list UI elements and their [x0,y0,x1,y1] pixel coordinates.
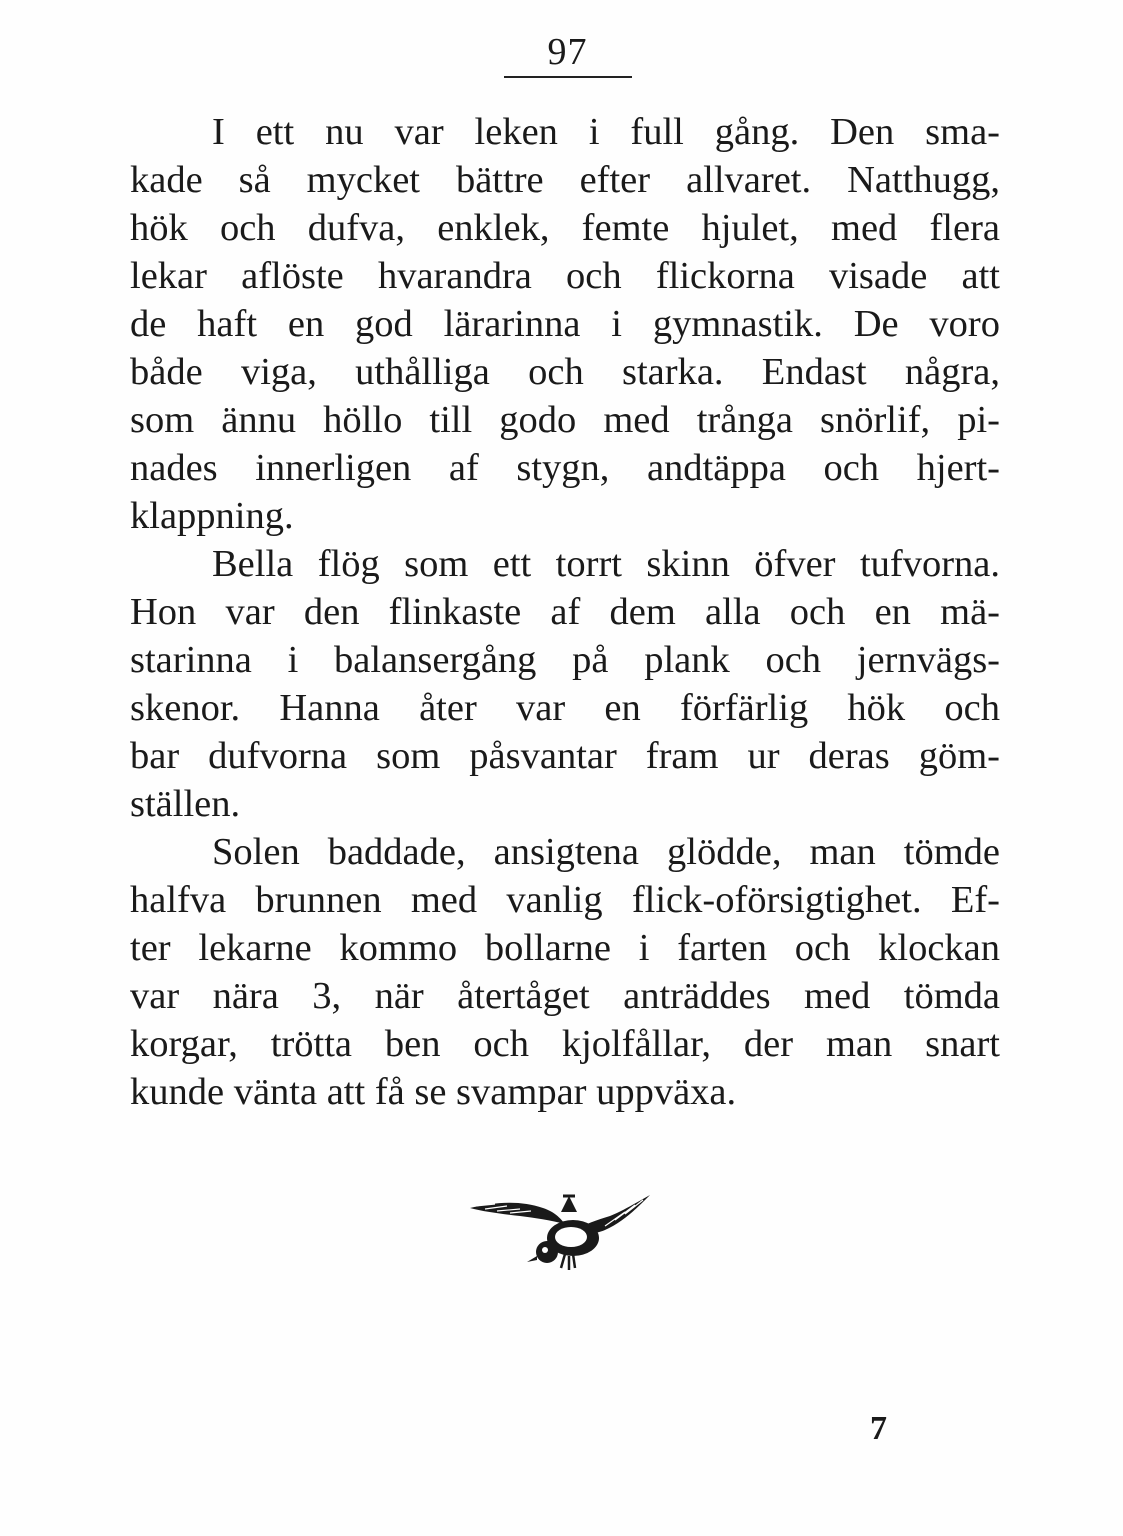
text-line: Bella flög som ett torrt skinn öfver tufvorna. [212,543,1000,585]
text-line: hök och dufva, enklek, femte hjulet, med flera [130,207,1000,249]
text-line: I ett nu var leken i full gång. Den sma- [212,111,1000,153]
flying-bird-icon [465,1190,655,1280]
text-line: bar dufvorna som påsvantar fram ur deras göm- [130,735,1000,777]
text-line: de haft en god lärarinna i gymnastik. De voro [130,303,1000,345]
text-line: ter lekarne kommo bollarne i farten och klockan [130,927,1000,969]
text-line: ställen. [130,783,241,825]
text-line: kunde vänta att få se svampar uppväxa. [130,1071,737,1113]
text-line: kade så mycket bättre efter allvaret. Natthugg, [130,159,1000,201]
text-line: halfva brunnen med vanlig flick-oförsigtighet. Ef- [130,879,1000,921]
text-line: starinna i balansergång på plank och jernvägs- [130,639,1000,681]
text-line: klappning. [130,495,294,537]
text-line: Solen baddade, ansigtena glödde, man tömde [212,831,1000,873]
signature-mark: 7 [870,1410,887,1447]
text-line: nades innerligen af stygn, andtäppa och hjert- [130,447,1000,489]
page-number-text: 97 [504,30,632,78]
text-line: som ännu höllo till godo med trånga snörlif, pi- [130,399,1000,441]
text-line: lekar aflöste hvarandra och flickorna visade att [130,255,1000,297]
page-number [0,30,1123,78]
text-line: korgar, trötta ben och kjolfållar, der man snart [130,1023,1000,1065]
text-line: Hon var den flinkaste af dem alla och en mä- [130,591,1000,633]
text-line: både viga, uthålliga och starka. Endast några, [130,351,1000,393]
text-line: skenor. Hanna åter var en förfärlig hök och [130,687,1000,729]
text-line: var nära 3, när återtåget anträddes med tömda [130,975,1000,1017]
